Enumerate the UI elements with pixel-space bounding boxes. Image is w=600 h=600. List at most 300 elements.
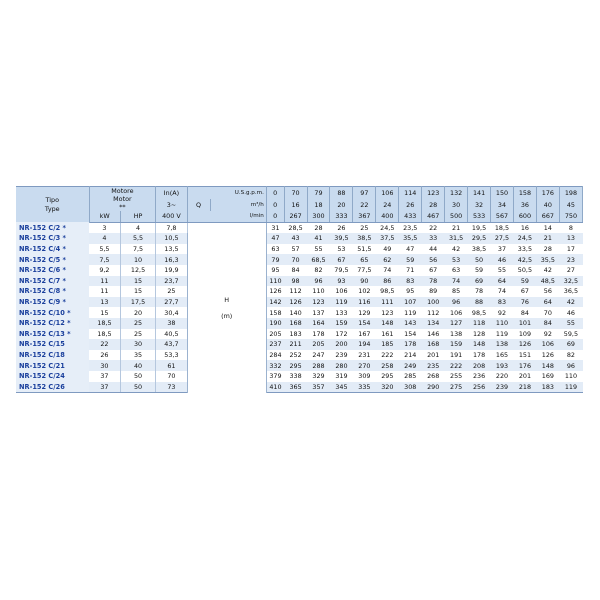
head-value-cell: 47 [266,233,284,244]
head-value-cell: 49 [376,244,399,255]
motor-kw-cell: 22 [89,339,120,350]
head-value-cell: 59 [513,276,536,287]
head-value-cell: 258 [376,360,399,371]
table-row [16,360,583,371]
head-value-cell: 41 [307,233,330,244]
head-value-cell: 37 [491,244,514,255]
head-value-cell: 178 [307,329,330,340]
flow-lmin-cell: 0 [266,211,284,222]
head-value-cell: 133 [330,307,353,318]
motor-kw-cell: 11 [89,286,120,297]
type-header-cell [16,187,89,223]
head-value-cell: 178 [468,350,491,361]
flow-m3h-cell: 16 [284,199,307,211]
head-value-cell: 112 [284,286,307,297]
head-value-cell: 183 [284,329,307,340]
head-value-cell: 365 [284,382,307,393]
head-value-cell: 146 [422,329,445,340]
head-value-cell: 218 [513,382,536,393]
head-value-cell: 211 [284,339,307,350]
head-label: H [224,295,230,304]
head-value-cell: 208 [468,360,491,371]
head-value-cell: 338 [284,371,307,382]
head-value-cell: 119 [399,307,422,318]
head-value-cell: 194 [353,339,376,350]
head-value-cell: 67 [422,265,445,276]
head-value-cell: 53 [330,244,353,255]
head-value-cell: 159 [330,318,353,329]
head-value-cell: 126 [536,350,559,361]
flow-gpm-cell: 123 [422,187,445,200]
motor-hp-cell: 15 [120,286,155,297]
head-value-cell: 98,5 [376,286,399,297]
head-value-cell: 123 [376,307,399,318]
flow-gpm-cell: 79 [307,187,330,200]
head-value-cell: 96 [445,297,468,308]
motor-hp-cell: 25 [120,318,155,329]
head-value-cell: 63 [266,244,284,255]
head-value-cell: 78 [422,276,445,287]
current-cell: 73 [156,382,187,393]
head-value-cell: 164 [307,318,330,329]
head-value-cell: 24,5 [376,222,399,233]
head-value-cell: 26 [330,222,353,233]
motor-header-cell [89,187,156,212]
head-value-cell: 74 [445,276,468,287]
pump-type-cell: NR-152 C/21 [16,360,89,371]
head-value-cell: 332 [266,360,284,371]
motor-hp-cell: 35 [120,350,155,361]
current-cell: 61 [156,360,187,371]
flow-m3h-cell: 32 [468,199,491,211]
pump-type-cell: NR-152 C/18 [16,350,89,361]
head-value-cell: 112 [422,307,445,318]
head-value-cell: 119 [330,297,353,308]
motor-kw-cell: 9,2 [89,265,120,276]
phase-label: 3~ [156,199,187,211]
motor-kw-cell: 4 [89,233,120,244]
head-value-cell: 95 [399,286,422,297]
head-value-cell: 57 [284,244,307,255]
head-value-cell: 176 [513,360,536,371]
flow-gpm-cell: 88 [330,187,353,200]
head-value-cell: 56 [536,286,559,297]
pump-performance-table [16,186,583,393]
head-value-cell: 53 [445,254,468,265]
head-value-cell: 70 [536,307,559,318]
flow-m3h-cell: 18 [307,199,330,211]
head-value-cell: 106 [536,339,559,350]
head-value-cell: 102 [353,286,376,297]
head-value-cell: 55 [491,265,514,276]
flow-m3h-cell: 40 [536,199,559,211]
head-value-cell: 82 [307,265,330,276]
head-value-cell: 43 [284,233,307,244]
head-unit: (m) [221,311,233,320]
type-label-en: Type [44,204,60,213]
head-value-cell: 98 [284,276,307,287]
head-value-cell: 220 [491,371,514,382]
flow-gpm-cell: 106 [376,187,399,200]
flow-lmin-cell: 533 [468,211,491,222]
table-row [16,286,583,297]
flow-m3h-cell: 26 [399,199,422,211]
head-value-cell: 161 [376,329,399,340]
table-row [16,233,583,244]
flow-m3h-cell: 45 [559,199,582,211]
hp-label: HP [120,211,155,222]
head-value-cell: 275 [445,382,468,393]
head-value-cell: 48,5 [536,276,559,287]
head-value-cell: 86 [376,276,399,287]
flow-gpm-cell: 141 [468,187,491,200]
head-value-cell: 205 [266,329,284,340]
head-value-cell: 44 [422,244,445,255]
motor-kw-cell: 3 [89,222,120,233]
head-value-cell: 110 [307,286,330,297]
head-value-cell: 25 [353,222,376,233]
head-value-cell: 42,5 [513,254,536,265]
pump-type-cell: NR-152 C/8 * [16,286,89,297]
head-value-cell: 138 [445,329,468,340]
head-value-cell: 345 [330,382,353,393]
pump-type-cell: NR-152 C/15 [16,339,89,350]
flow-m3h-cell: 34 [491,199,514,211]
pump-type-cell: NR-152 C/12 * [16,318,89,329]
head-value-cell: 138 [491,339,514,350]
head-value-cell: 335 [353,382,376,393]
head-value-cell: 284 [266,350,284,361]
flow-gpm-cell: 97 [353,187,376,200]
head-value-cell: 222 [445,360,468,371]
head-value-cell: 100 [422,297,445,308]
head-value-cell: 185 [376,339,399,350]
head-value-cell: 110 [266,276,284,287]
head-value-cell: 65 [353,254,376,265]
table-row [16,318,583,329]
head-value-cell: 111 [376,297,399,308]
table-row [16,254,583,265]
flow-gpm-cell: 114 [399,187,422,200]
head-value-cell: 82 [559,350,582,361]
current-cell: 19,9 [156,265,187,276]
head-value-cell: 92 [491,307,514,318]
motor-hp-cell: 15 [120,276,155,287]
head-value-cell: 256 [468,382,491,393]
pump-type-cell: NR-152 C/4 * [16,244,89,255]
table-row [16,244,583,255]
head-value-cell: 51,5 [353,244,376,255]
head-value-cell: 79,5 [330,265,353,276]
flow-m3h-cell: 22 [353,199,376,211]
head-value-cell: 78 [468,286,491,297]
head-value-cell: 357 [307,382,330,393]
head-value-cell: 46 [559,307,582,318]
table-row [16,276,583,287]
head-value-cell: 83 [399,276,422,287]
head-value-cell: 106 [445,307,468,318]
unit-gpm: U.S.g.p.m. [187,187,266,200]
head-value-cell: 119 [559,382,582,393]
current-cell: 10,5 [156,233,187,244]
head-value-cell: 39,5 [330,233,353,244]
head-value-cell: 172 [330,329,353,340]
table-row [16,339,583,350]
unit-lmin: l/min [187,211,266,222]
motor-kw-cell: 26 [89,350,120,361]
current-cell: 30,4 [156,307,187,318]
head-value-cell: 64 [536,297,559,308]
table-row [16,307,583,318]
head-value-cell: 42 [445,244,468,255]
head-value-cell: 31 [266,222,284,233]
head-value-cell: 76 [513,297,536,308]
head-value-cell: 98,5 [468,307,491,318]
head-label-cell [187,222,266,393]
current-cell: 40,5 [156,329,187,340]
head-value-cell: 77,5 [353,265,376,276]
head-value-cell: 154 [353,318,376,329]
head-value-cell: 83 [491,297,514,308]
head-value-cell: 67 [330,254,353,265]
flow-lmin-cell: 500 [445,211,468,222]
pump-type-cell: NR-152 C/9 * [16,297,89,308]
flow-m3h-cell: 20 [330,199,353,211]
head-value-cell: 127 [445,318,468,329]
type-label: Tipo [45,195,59,204]
current-cell: 16,3 [156,254,187,265]
motor-hp-cell: 5,5 [120,233,155,244]
head-value-cell: 67 [513,286,536,297]
head-value-cell: 222 [376,350,399,361]
pump-type-cell: NR-152 C/6 * [16,265,89,276]
pump-type-cell: NR-152 C/26 [16,382,89,393]
head-value-cell: 190 [266,318,284,329]
head-value-cell: 123 [307,297,330,308]
head-value-cell: 119 [491,329,514,340]
head-value-cell: 237 [266,339,284,350]
head-value-cell: 329 [307,371,330,382]
head-value-cell: 290 [422,382,445,393]
pump-type-cell: NR-152 C/3 * [16,233,89,244]
head-value-cell: 23,5 [399,222,422,233]
head-value-cell: 27,5 [491,233,514,244]
head-value-cell: 19,5 [468,222,491,233]
head-value-cell: 285 [399,371,422,382]
head-value-cell: 55 [307,244,330,255]
flow-gpm-cell: 176 [536,187,559,200]
head-value-cell: 295 [284,360,307,371]
head-value-cell: 29,5 [468,233,491,244]
flow-lmin-cell: 467 [422,211,445,222]
head-value-cell: 69 [559,339,582,350]
current-cell: 7,8 [156,222,187,233]
head-value-cell: 24,5 [513,233,536,244]
head-value-cell: 129 [353,307,376,318]
current-cell: 70 [156,371,187,382]
head-value-cell: 231 [353,350,376,361]
motor-kw-cell: 13 [89,297,120,308]
flow-lmin-cell: 433 [399,211,422,222]
flow-lmin-cell: 333 [330,211,353,222]
head-value-cell: 309 [353,371,376,382]
head-value-cell: 84 [536,318,559,329]
head-value-cell: 140 [284,307,307,318]
head-value-cell: 167 [353,329,376,340]
head-value-cell: 70 [284,254,307,265]
q-label: Q [187,199,210,211]
head-value-cell: 159 [445,339,468,350]
head-value-cell: 90 [353,276,376,287]
head-value-cell: 320 [376,382,399,393]
head-value-cell: 126 [266,286,284,297]
head-value-cell: 200 [330,339,353,350]
motor-hp-cell: 50 [120,382,155,393]
flow-lmin-cell: 667 [536,211,559,222]
kw-label: kW [89,211,120,222]
head-value-cell: 109 [513,329,536,340]
head-value-cell: 134 [422,318,445,329]
motor-hp-cell: 40 [120,360,155,371]
flow-lmin-cell: 567 [491,211,514,222]
head-value-cell: 93 [330,276,353,287]
head-value-cell: 22 [422,222,445,233]
head-value-cell: 148 [468,339,491,350]
motor-hp-cell: 50 [120,371,155,382]
head-value-cell: 268 [422,371,445,382]
flow-lmin-cell: 367 [353,211,376,222]
flow-m3h-cell: 36 [513,199,536,211]
motor-kw-cell: 18,5 [89,329,120,340]
motor-kw-cell: 18,5 [89,318,120,329]
head-value-cell: 191 [445,350,468,361]
head-value-cell: 239 [491,382,514,393]
current-cell: 13,5 [156,244,187,255]
head-value-cell: 18,5 [491,222,514,233]
head-value-cell: 32,5 [559,276,582,287]
motor-kw-cell: 5,5 [89,244,120,255]
motor-hp-cell: 30 [120,339,155,350]
flow-lmin-cell: 300 [307,211,330,222]
motor-hp-cell: 17,5 [120,297,155,308]
pump-type-cell: NR-152 C/5 * [16,254,89,265]
head-value-cell: 84 [284,265,307,276]
head-value-cell: 42 [559,297,582,308]
head-value-cell: 116 [353,297,376,308]
head-value-cell: 169 [536,371,559,382]
flow-gpm-cell: 158 [513,187,536,200]
table-row [16,382,583,393]
flow-lmin-cell: 600 [513,211,536,222]
head-value-cell: 270 [353,360,376,371]
head-value-cell: 148 [376,318,399,329]
head-value-cell: 47 [399,244,422,255]
head-value-cell: 16 [513,222,536,233]
current-cell: 25 [156,286,187,297]
head-value-cell: 288 [307,360,330,371]
pump-type-cell: NR-152 C/10 * [16,307,89,318]
flow-m3h-cell: 0 [266,199,284,211]
head-value-cell: 247 [307,350,330,361]
head-value-cell: 148 [536,360,559,371]
head-value-cell: 21 [445,222,468,233]
current-label: In(A) [156,187,187,200]
motor-kw-cell: 37 [89,382,120,393]
head-value-cell: 96 [559,360,582,371]
flow-gpm-cell: 198 [559,187,582,200]
head-value-cell: 165 [491,350,514,361]
motor-mark: ** [119,203,126,211]
head-value-cell: 255 [445,371,468,382]
head-value-cell: 92 [536,329,559,340]
head-value-cell: 252 [284,350,307,361]
current-cell: 43,7 [156,339,187,350]
head-value-cell: 205 [307,339,330,350]
head-value-cell: 143 [399,318,422,329]
current-cell: 38 [156,318,187,329]
head-value-cell: 88 [468,297,491,308]
current-cell: 27,7 [156,297,187,308]
head-value-cell: 68,5 [307,254,330,265]
head-value-cell: 137 [307,307,330,318]
head-value-cell: 69 [468,276,491,287]
head-value-cell: 193 [491,360,514,371]
head-value-cell: 85 [445,286,468,297]
head-value-cell: 110 [559,371,582,382]
head-value-cell: 50,5 [513,265,536,276]
head-value-cell: 37,5 [376,233,399,244]
head-value-cell: 71 [399,265,422,276]
pump-type-cell: NR-152 C/2 * [16,222,89,233]
head-value-cell: 28 [536,244,559,255]
head-value-cell: 8 [559,222,582,233]
head-value-cell: 158 [266,307,284,318]
head-value-cell: 36,5 [559,286,582,297]
table-row [16,371,583,382]
head-value-cell: 239 [330,350,353,361]
head-value-cell: 42 [536,265,559,276]
flow-m3h-cell: 28 [422,199,445,211]
head-value-cell: 59,5 [559,329,582,340]
motor-hp-cell: 10 [120,254,155,265]
head-value-cell: 96 [307,276,330,287]
table-body [16,222,583,393]
flow-lmin-cell: 400 [376,211,399,222]
head-value-cell: 21 [536,233,559,244]
head-value-cell: 13 [559,233,582,244]
head-value-cell: 126 [284,297,307,308]
head-value-cell: 62 [376,254,399,265]
head-value-cell: 38,5 [353,233,376,244]
head-value-cell: 183 [536,382,559,393]
head-value-cell: 14 [536,222,559,233]
motor-kw-cell: 30 [89,360,120,371]
head-value-cell: 107 [399,297,422,308]
head-value-cell: 56 [422,254,445,265]
motor-kw-cell: 7,5 [89,254,120,265]
head-value-cell: 63 [445,265,468,276]
head-value-cell: 79 [266,254,284,265]
current-cell: 53,3 [156,350,187,361]
flow-lmin-cell: 267 [284,211,307,222]
head-value-cell: 50 [468,254,491,265]
head-value-cell: 35,5 [536,254,559,265]
head-value-cell: 319 [330,371,353,382]
head-value-cell: 201 [513,371,536,382]
head-value-cell: 249 [399,360,422,371]
flow-lmin-cell: 750 [559,211,582,222]
current-cell: 23,7 [156,276,187,287]
